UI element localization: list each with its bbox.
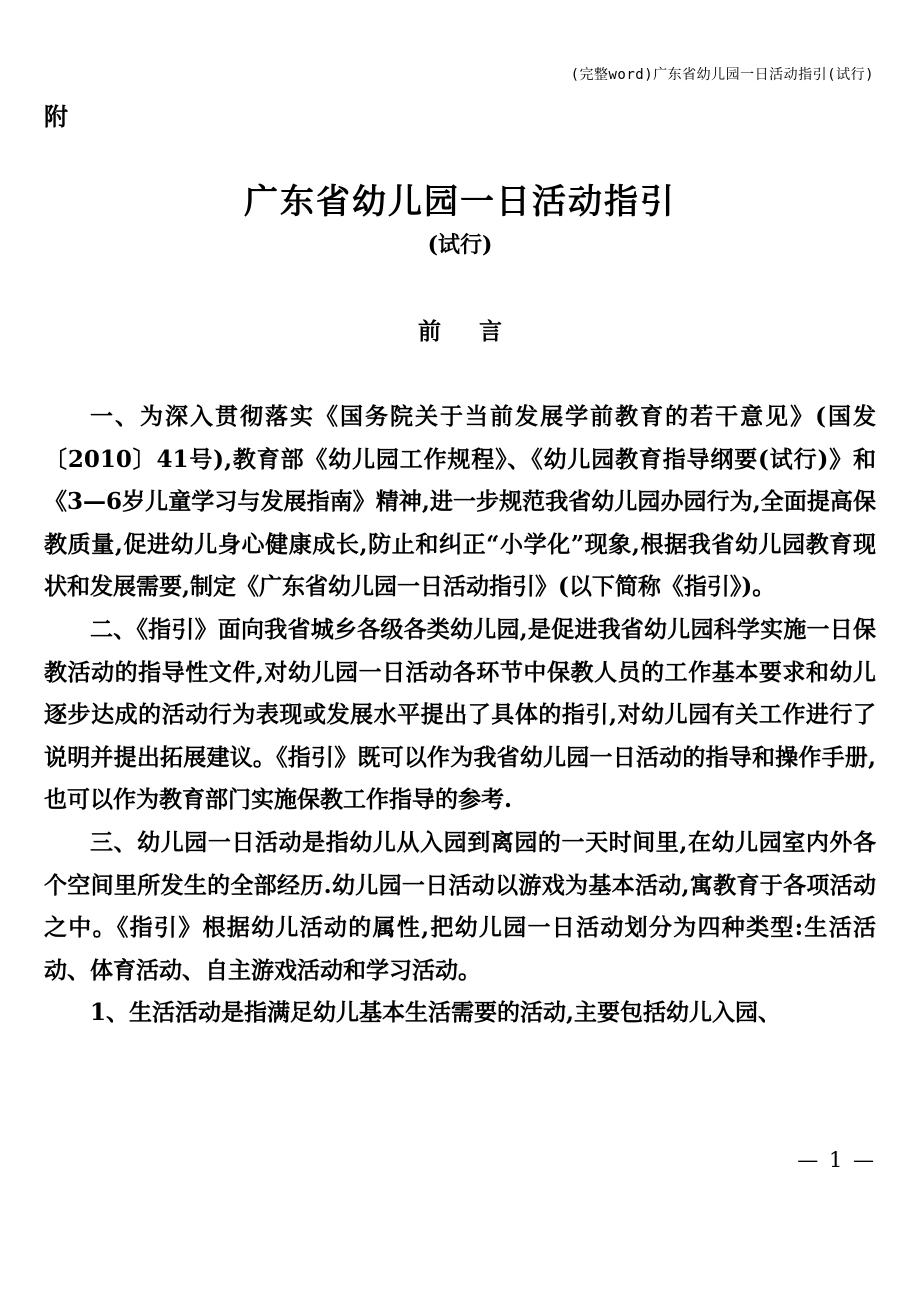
document-body — [44, 396, 876, 1035]
paragraph-1: 一、为深入贯彻落实《国务院关于当前发展学前教育的若干意见》(国发〔2010〕41号),教育部《幼儿园工作规程》、《幼儿园教育指导纲要(试行)》和《3—6岁儿童学习与发展指南》精神,进一步规范我省幼儿园办园行为,全面提高保教质量,促进幼儿身心健康成长,防止和纠正“小学化”现象,根据我省幼儿园教育现状和发展需要,制定《广东省幼儿园一日活动指引》(以下简称《指引》)。 — [44, 403, 876, 601]
document-title: 广东省幼儿园一日活动指引 — [244, 182, 676, 222]
attachment-label: 附 — [44, 103, 68, 131]
page-number: — 1 — — [797, 1148, 876, 1172]
paragraph-2: 二、《指引》面向我省城乡各级各类幼儿园,是促进我省幼儿园科学实施一日保教活动的指导性文件,对幼儿园一日活动各环节中保教人员的工作基本要求和幼儿逐步达成的活动行为表现或发展水平提出了具体的指引,对幼儿园有关工作进行了说明并提出拓展建议。《指引》既可以作为我省幼儿园一日活动的指导和操作手册,也可以作为教育部门实施保教工作指导的参考. — [44, 615, 876, 814]
section-heading-char-2: 言 — [479, 318, 502, 345]
paragraph-4: 1、生活活动是指满足幼儿基本生活需要的活动,主要包括幼儿入园、 — [90, 999, 782, 1027]
section-heading — [0, 313, 920, 346]
section-heading-char-1: 前 — [418, 318, 441, 345]
paragraph-3: 三、幼儿园一日活动是指幼儿从入园到离园的一天时间里,在幼儿园室内外各个空间里所发生的全部经历.幼儿园一日活动以游戏为基本活动,寓教育于各项活动之中。《指引》根据幼儿活动的属性,把幼儿园一日活动划分为四种类型:生活活动、体育活动、自主游戏活动和学习活动。 — [44, 828, 876, 984]
document-subtitle: (试行) — [427, 232, 493, 258]
running-header: (完整word)广东省幼儿园一日活动指引(试行) — [570, 67, 874, 83]
